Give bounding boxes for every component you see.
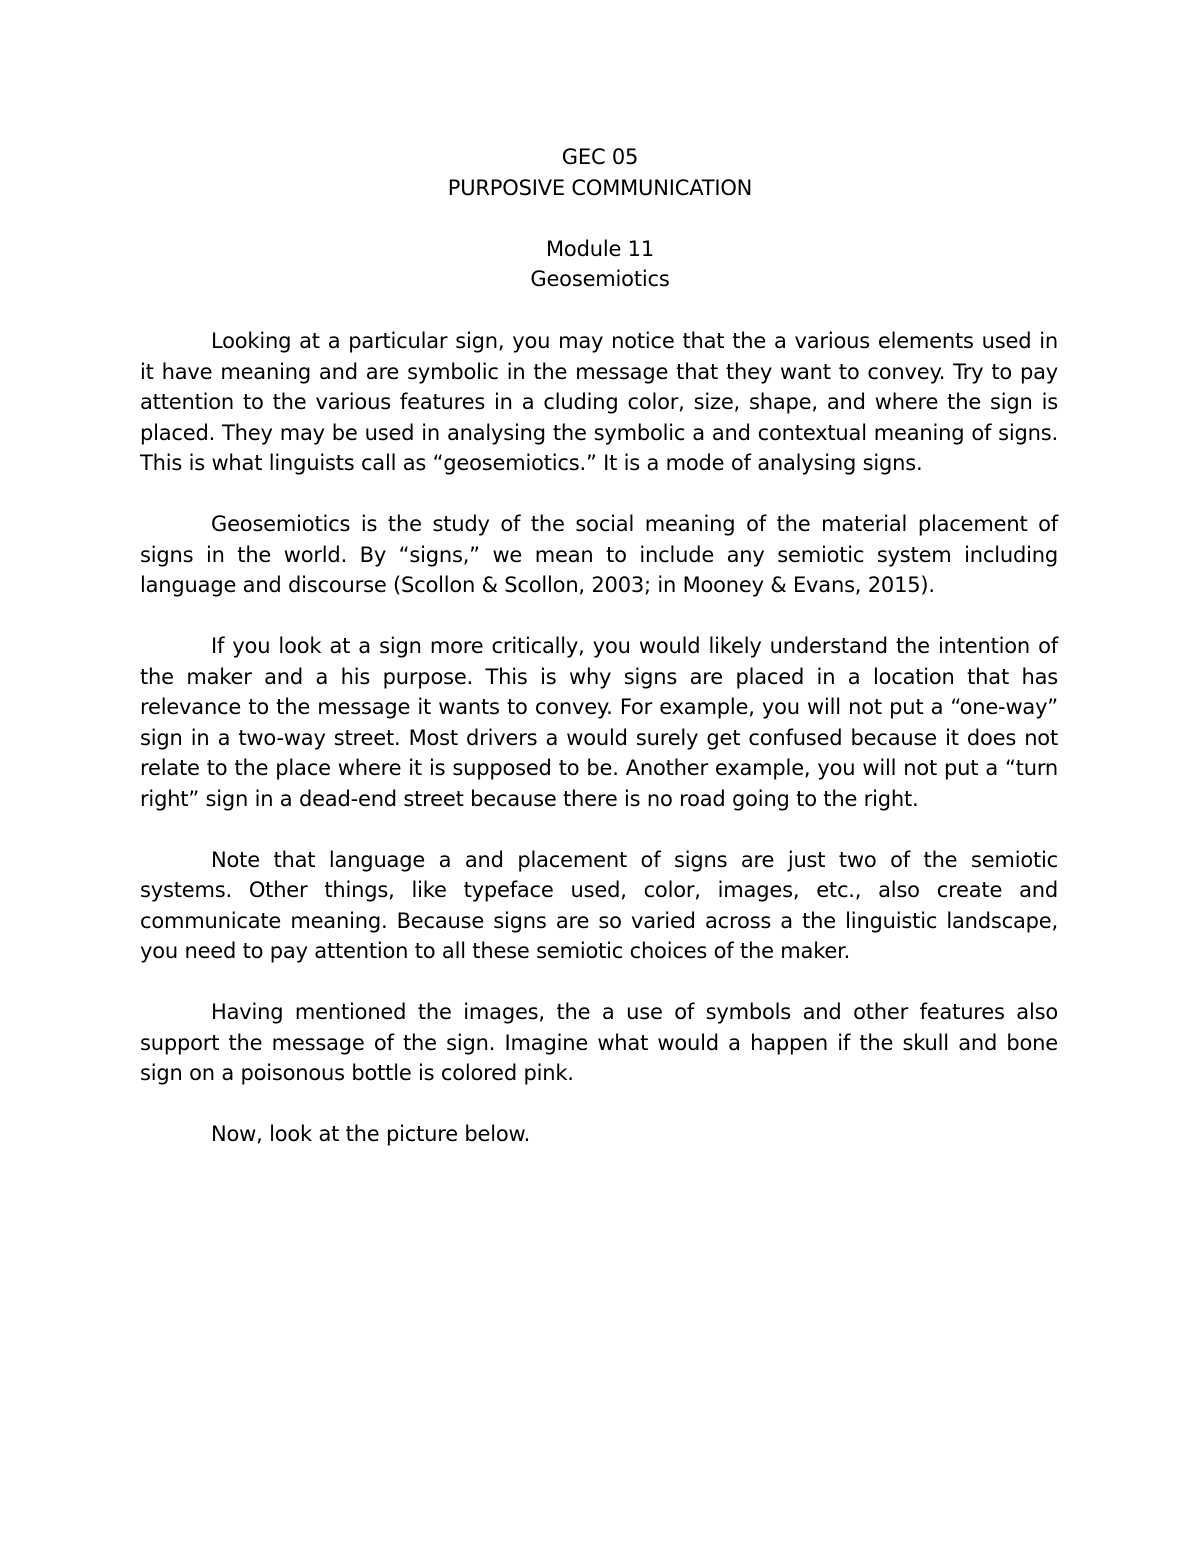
paragraph-look-below: Now, look at the picture below. xyxy=(211,1122,531,1146)
paragraph-critical-look: If you look at a sign more critically, you would likely understand the intention of the maker and a his purpose. This is why signs are placed in a location that has relevance to the message it wants to convey. For example, you will not put a “one-way” sign in a two-way street. Most drivers a would surely get confused because it does not relate to the place where it is supposed to be. Another example, you will not put a “turn right” sign in a dead-end street because there is no road going to the right. xyxy=(140,634,1058,811)
course-title: PURPOSIVE COMMUNICATION xyxy=(447,175,753,200)
document-header xyxy=(140,142,1060,295)
paragraph-definition: Geosemiotics is the study of the social meaning of the material placement of signs in the world. By “signs,” we mean to include any semiotic system including language and discourse (Scollon & Scollon, 2003; in Mooney & Evans, 2015). xyxy=(140,512,1058,597)
paragraph-symbols: Having mentioned the images, the a use of symbols and other features also support the message of the sign. Imagine what would a happen if the skull and bone sign on a poisonous bottle is colored pink. xyxy=(140,1000,1058,1085)
paragraph-intro: Looking at a particular sign, you may notice that the a various elements used in it have meaning and are symbolic in the message that they want to convey. Try to pay attention to the various features in a cluding color, size, shape, and where the sign is placed. They may be used in analysing the symbolic a and contextual meaning of signs. This is what linguists call as “geosemiotics.” It is a mode of analysing signs. xyxy=(140,329,1058,475)
document-body xyxy=(140,326,1058,1180)
module-topic: Geosemiotics xyxy=(530,267,670,291)
course-code: GEC 05 xyxy=(561,145,639,169)
module-number: Module 11 xyxy=(546,236,654,261)
paragraph-semiotic-systems: Note that language a and placement of signs are just two of the semiotic systems. Other things, like typeface used, color, images, etc., also create and communicate meaning. Because signs are so varied across a the linguistic landscape, you need to pay attention to all these semiotic choices of the maker. xyxy=(140,847,1058,963)
header-spacer xyxy=(140,203,1060,234)
